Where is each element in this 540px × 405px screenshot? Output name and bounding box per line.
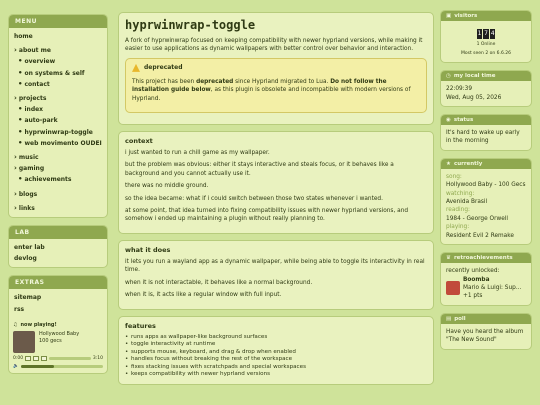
what-p3: when it is, it acts like a regular window with full input.	[125, 292, 282, 299]
list-item: • fixes stacking issues with scratchpads and special workspaces	[125, 364, 427, 372]
nav-item-label: index	[24, 106, 44, 114]
retro-sub: recently unlocked:	[446, 268, 500, 275]
nav-item-label: hyprwinwrap-toggle	[24, 128, 93, 136]
what-p1: it lets you run a wayland app as a dynamic wallpaper, while being able to toggle its interactivity in real time.	[125, 258, 425, 274]
context-p1: i just wanted to run a chill game as my wallpaper.	[125, 150, 270, 157]
star-icon: ★	[446, 160, 451, 167]
visitors-box	[440, 10, 532, 63]
nav-item[interactable]	[14, 115, 102, 126]
nav-item-label: overview	[24, 58, 56, 66]
main-content	[118, 12, 434, 391]
nav-item-label: about me	[18, 47, 51, 55]
nav-item-enter-lab[interactable]: enter lab	[14, 244, 45, 252]
nav-item-label: achievements	[24, 176, 72, 184]
watching-label: watching:	[446, 190, 475, 197]
intro-text: A fork of hyprwinwrap focused on keeping compatibility with newer hyprland versions, while making it easier to use applications as dynamic wallpapers with better control over behavior and interaction.	[125, 38, 423, 53]
features-card	[118, 316, 434, 386]
nav-item-label: on systems & self	[24, 69, 85, 77]
achievement-name: Boomba	[463, 276, 490, 283]
progress-bar[interactable]	[49, 357, 91, 360]
nav-item[interactable]	[14, 163, 102, 174]
retro-box	[440, 252, 532, 306]
deprecated-notice	[125, 58, 427, 113]
bullet-icon: •	[18, 175, 23, 184]
status-text: It's hard to wake up early in the morning	[446, 130, 520, 145]
right-sidebar	[440, 10, 532, 357]
clock-icon: ◷	[446, 73, 451, 80]
nav-item-rss[interactable]: rss	[14, 305, 25, 313]
nav-item[interactable]	[14, 152, 102, 163]
extras-box	[8, 275, 108, 373]
nav-item[interactable]	[14, 45, 102, 56]
context-p3: there was no middle ground.	[125, 183, 209, 190]
status-icon: ◉	[446, 117, 451, 124]
watching-value: Avenida Brasil	[446, 199, 488, 206]
next-button[interactable]	[41, 356, 47, 361]
visitors-icon: ▣	[446, 13, 452, 19]
music-note-icon: ♫	[13, 321, 18, 328]
bullet-icon: •	[18, 79, 23, 88]
nav-item-label: gaming	[18, 165, 45, 173]
menu-box	[8, 14, 108, 218]
achievement-points: +1 pts	[463, 293, 483, 300]
nav-item-label: web movimento OUDEI	[24, 139, 102, 147]
nav-item-label: projects	[18, 95, 47, 103]
nav-item-sitemap[interactable]: sitemap	[14, 294, 42, 302]
trophy-icon: ♛	[446, 255, 451, 262]
nav-item[interactable]	[14, 138, 102, 149]
nav-item[interactable]	[14, 104, 102, 115]
chevron-right-icon: ›	[14, 46, 17, 55]
bullet-icon: •	[18, 138, 23, 147]
reading-value: 1984 - George Orwell	[446, 215, 508, 222]
achievement-game: Mario & Luigi: Sup...	[463, 284, 522, 291]
achievement-image	[446, 281, 460, 295]
nav-list	[9, 28, 107, 217]
nav-item[interactable]	[14, 31, 102, 42]
status-title: status	[453, 117, 474, 124]
nav-item[interactable]	[14, 189, 102, 200]
lab-title: LAB	[9, 226, 107, 239]
now-playing-title: now playing!	[20, 321, 57, 328]
chevron-right-icon: ›	[14, 164, 17, 173]
nav-item[interactable]	[14, 127, 102, 138]
nav-item-label: music	[18, 154, 39, 162]
warning-icon	[132, 64, 140, 72]
bullet-icon: •	[18, 68, 23, 77]
nav-item-label: contact	[24, 80, 50, 88]
poll-text: Have you heard the album "The New Sound"	[446, 328, 524, 344]
reading-label: reading:	[446, 207, 470, 214]
nav-item-label: auto-park	[24, 117, 58, 125]
poll-box	[440, 313, 532, 350]
currently-title: currently	[453, 160, 483, 167]
list-item: • keeps compatibility with newer hyprland versions	[125, 371, 427, 379]
context-p4: so the idea became: what if i could switch between those two states whenever i wanted.	[125, 195, 383, 202]
chevron-right-icon: ›	[14, 189, 17, 198]
left-sidebar	[8, 14, 108, 381]
nav-item-label: links	[18, 204, 35, 212]
nav-item[interactable]	[14, 56, 102, 67]
features-title: features	[125, 321, 156, 330]
local-date: Wed, Aug 05, 2026	[446, 94, 502, 101]
context-p2: but the problem was obvious: either it stays interactive and steals focus, or it behaves like a background and you cannot actually use it.	[125, 162, 394, 177]
bullet-icon: •	[18, 57, 23, 66]
nav-item-label: home	[14, 33, 33, 40]
context-title: context	[125, 137, 153, 146]
nav-item[interactable]	[14, 79, 102, 90]
volume-slider[interactable]	[21, 365, 103, 368]
song-value: Hollywood Baby - 100 Gecs	[446, 182, 526, 189]
context-p5: at some point, that idea turned into fixing compatibility issues with newer hyprland versions, and somehow i ended up maintaining a plugin without really planning to.	[125, 208, 409, 223]
now-playing-song: Hollywood Baby	[39, 330, 80, 337]
bullet-icon: •	[18, 105, 23, 114]
currently-box	[440, 158, 532, 245]
nav-item[interactable]	[14, 68, 102, 79]
chevron-right-icon: ›	[14, 94, 17, 103]
list-item: • handles focus without breaking the rest of the workspace	[125, 356, 427, 364]
intro-card	[118, 12, 434, 125]
play-button[interactable]	[33, 356, 39, 361]
song-label: song:	[446, 173, 462, 180]
context-card	[118, 131, 434, 234]
list-item: • runs apps as wallpaper-like background surfaces	[125, 334, 427, 342]
time-total: 3:10	[92, 355, 103, 361]
poll-title: poll	[454, 315, 466, 322]
deprecated-title: deprecated	[144, 64, 183, 72]
features-list	[125, 334, 427, 380]
extras-title: EXTRAS	[9, 276, 107, 289]
online-count: 1 Online	[476, 42, 496, 48]
status-box	[440, 114, 532, 151]
chevron-right-icon: ›	[14, 203, 17, 212]
poll-icon: ▤	[446, 315, 452, 322]
list-item: • toggle interactivity at runtime	[125, 341, 427, 349]
visitors-title: visitors	[454, 13, 478, 19]
bullet-icon: •	[18, 127, 23, 136]
nav-item-devlog[interactable]: devlog	[14, 255, 37, 263]
lab-box	[8, 225, 108, 268]
visitor-counter: 1 7 4	[446, 29, 526, 39]
chevron-right-icon: ›	[14, 153, 17, 162]
nav-item[interactable]	[14, 203, 102, 214]
what-p2: when it is not interactable, it behaves like a normal background.	[125, 279, 313, 286]
nav-item[interactable]	[14, 93, 102, 104]
what-title: what it does	[125, 245, 171, 254]
deprecated-text: This project has been deprecated since Hyprland migrated to Lua. Do not follow the installation guide below, as this plugin is obsolete and incompatible with modern versions of Hyprland.	[132, 78, 411, 102]
prev-button[interactable]	[25, 356, 31, 361]
most-seen: Most seen 2 on 6.6.26	[461, 50, 511, 56]
localtime-box	[440, 70, 532, 107]
now-playing-artist: 100 gecs	[39, 337, 62, 344]
localtime-title: my local time	[453, 73, 496, 80]
volume-icon: 🔈	[13, 363, 19, 369]
menu-title: MENU	[9, 15, 107, 28]
list-item: • supports mouse, keyboard, and drag & drop when enabled	[125, 349, 427, 357]
local-time: 22:09:39	[446, 86, 473, 93]
what-card	[118, 240, 434, 310]
page-title: hyprwinwrap-toggle	[125, 18, 256, 32]
album-cover	[13, 331, 35, 353]
time-current: 0:00	[13, 355, 24, 361]
music-player	[9, 318, 107, 373]
retro-title: retroachievements	[453, 255, 513, 262]
nav-item-label: blogs	[18, 190, 38, 198]
playing-value: Resident Evil 2 Remake	[446, 232, 514, 239]
bullet-icon: •	[18, 116, 23, 125]
nav-item[interactable]	[14, 174, 102, 185]
playing-label: playing:	[446, 224, 470, 231]
